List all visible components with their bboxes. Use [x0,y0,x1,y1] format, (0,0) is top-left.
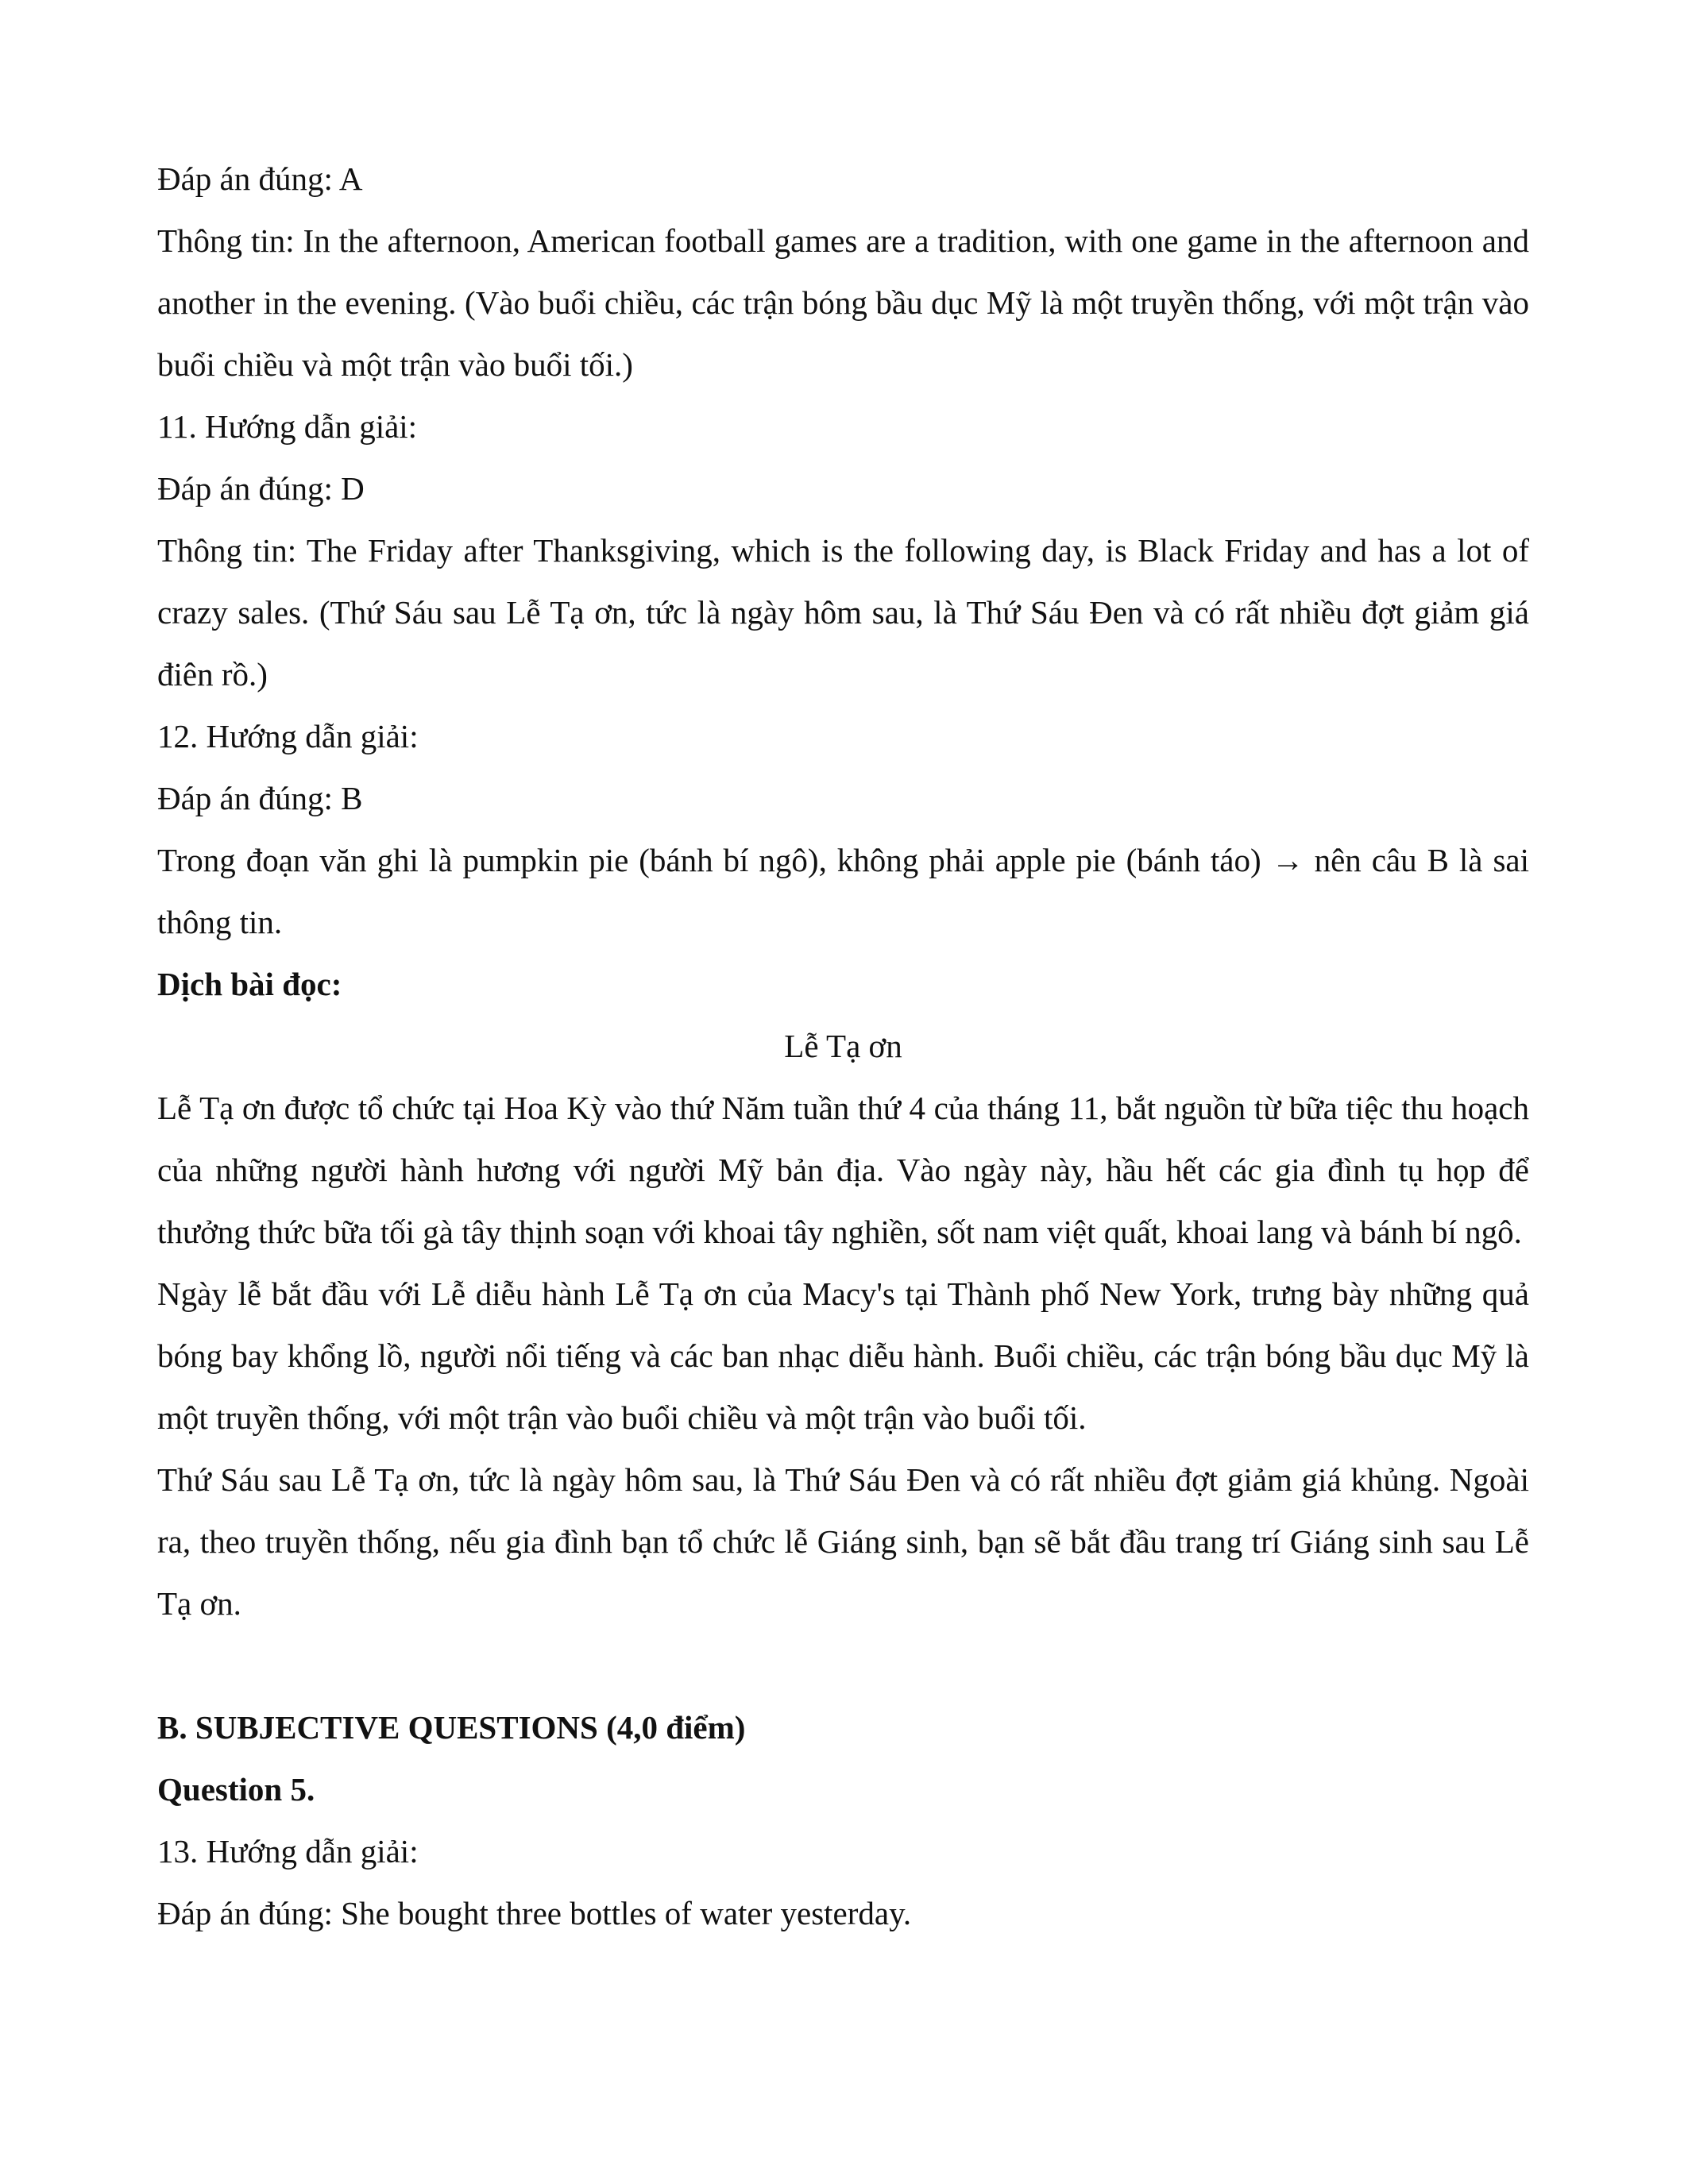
guide-line: 13. Hướng dẫn giải: [157,1833,419,1870]
translation-paragraph: Lễ Tạ ơn được tổ chức tại Hoa Kỳ vào thứ Năm tuần thứ 4 của tháng 11, bắt nguồn từ bữa tiệc thu hoạch của những người hành hương với người Mỹ bản địa. Vào ngày này, hầu hết các gia đình tụ họp để thưởng thức bữa tối gà tây thịnh soạn với khoai tây nghiền, sốt nam việt quất, khoai lang và bánh bí ngô. [157,1090,1529,1250]
answer-line: Đáp án đúng: A [157,160,363,197]
answer-line: Đáp án đúng: B [157,780,363,816]
section-spacer [157,1634,1529,1696]
translation-paragraph: Thứ Sáu sau Lễ Tạ ơn, tức là ngày hôm sau, là Thứ Sáu Đen và có rất nhiều đợt giảm giá khủng. Ngoài ra, theo truyền thống, nếu gia đình bạn tổ chức lễ Giáng sinh, bạn sẽ bắt đầu trang trí Giáng sinh sau Lễ Tạ ơn. [157,1461,1529,1622]
translation-paragraph: Ngày lễ bắt đầu với Lễ diễu hành Lễ Tạ ơn của Macy's tại Thành phố New York, trưng bày những quả bóng bay khổng lồ, người nổi tiếng và các ban nhạc diễu hành. Buổi chiều, các trận bóng bầu dục Mỹ là một truyền thống, với một trận vào buổi chiều và một trận vào buổi tối. [157,1275,1529,1436]
translation-heading: Dịch bài đọc: [157,966,342,1002]
question-heading: Question 5. [157,1771,315,1808]
info-paragraph: Thông tin: The Friday after Thanksgiving, which is the following day, is Black Friday and has a lot of crazy sales. (Thứ Sáu sau Lễ Tạ ơn, tức là ngày hôm sau, là Thứ Sáu Đen và có rất nhiều đợt giảm giá điên rồ.) [157,532,1529,693]
guide-line: 11. Hướng dẫn giải: [157,408,418,445]
answer-line: Đáp án đúng: D [157,470,365,507]
info-paragraph: Thông tin: In the afternoon, American football games are a tradition, with one game in the afternoon and another in the evening. (Vào buổi chiều, các trận bóng bầu dục Mỹ là một truyền thống, với một trận vào buổi chiều và một trận vào buổi tối.) [157,222,1529,383]
section-heading: B. SUBJECTIVE QUESTIONS (4,0 điểm) [157,1709,746,1746]
document-page [157,148,1529,1944]
answer-line: Đáp án đúng: She bought three bottles of water yesterday. [157,1895,912,1931]
translation-title: Lễ Tạ ơn [784,1028,902,1064]
explanation-paragraph: Trong đoạn văn ghi là pumpkin pie (bánh bí ngô), không phải apple pie (bánh táo) → nên câu B là sai thông tin. [157,842,1529,940]
guide-line: 12. Hướng dẫn giải: [157,718,419,754]
